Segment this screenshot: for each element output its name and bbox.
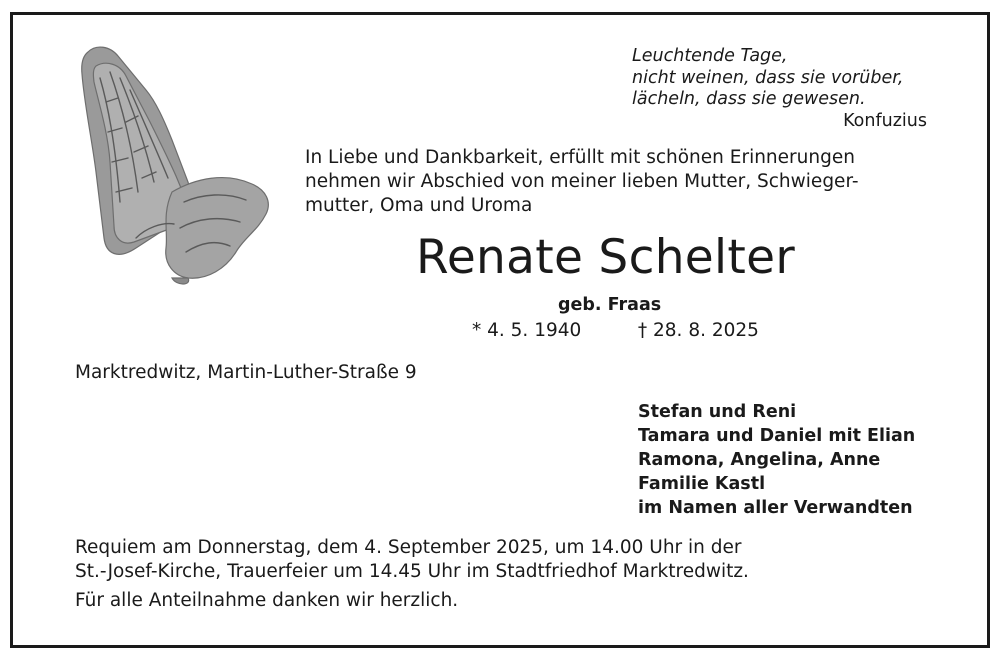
service-line: St.-Josef-Kirche, Trauerfeier um 14.45 Uhr im Stadtfriedhof Marktredwitz. bbox=[75, 561, 749, 582]
death-date: † 28. 8. 2025 bbox=[637, 320, 759, 341]
quote-author: Konfuzius bbox=[843, 110, 927, 131]
maiden-name: geb. Fraas bbox=[558, 295, 662, 315]
quote-line: Leuchtende Tage, bbox=[632, 46, 788, 66]
address: Marktredwitz, Martin-Luther-Straße 9 bbox=[75, 362, 417, 383]
quote-line: nicht weinen, dass sie vorüber, bbox=[632, 67, 904, 88]
intro-line: In Liebe und Dankbarkeit, erfüllt mit schönen Erinnerungen bbox=[305, 147, 855, 168]
mourner-line: Ramona, Angelina, Anne bbox=[638, 450, 881, 470]
mourner-line: Tamara und Daniel mit Elian bbox=[638, 426, 916, 446]
intro-line: mutter, Oma und Uroma bbox=[305, 195, 533, 216]
mourner-line: Familie Kastl bbox=[638, 474, 766, 494]
thanks-text: Für alle Anteilnahme danken wir herzlich. bbox=[75, 590, 459, 611]
mourners-list bbox=[638, 400, 958, 520]
birth-date: * 4. 5. 1940 bbox=[472, 320, 582, 341]
quote-block bbox=[632, 46, 927, 132]
life-dates bbox=[472, 319, 759, 343]
deceased-name: Renate Schelter bbox=[416, 230, 795, 285]
intro-text bbox=[305, 146, 945, 218]
service-line: Requiem am Donnerstag, dem 4. September 2025, um 14.00 Uhr in der bbox=[75, 537, 742, 558]
intro-line: nehmen wir Abschied von meiner lieben Mutter, Schwieger- bbox=[305, 171, 859, 192]
mourner-line: im Namen aller Verwandten bbox=[638, 498, 913, 518]
quote-line: lächeln, dass sie gewesen. bbox=[632, 89, 866, 109]
mourner-line: Stefan und Reni bbox=[638, 402, 797, 422]
praying-hands-icon bbox=[76, 42, 272, 286]
service-info bbox=[75, 536, 955, 584]
